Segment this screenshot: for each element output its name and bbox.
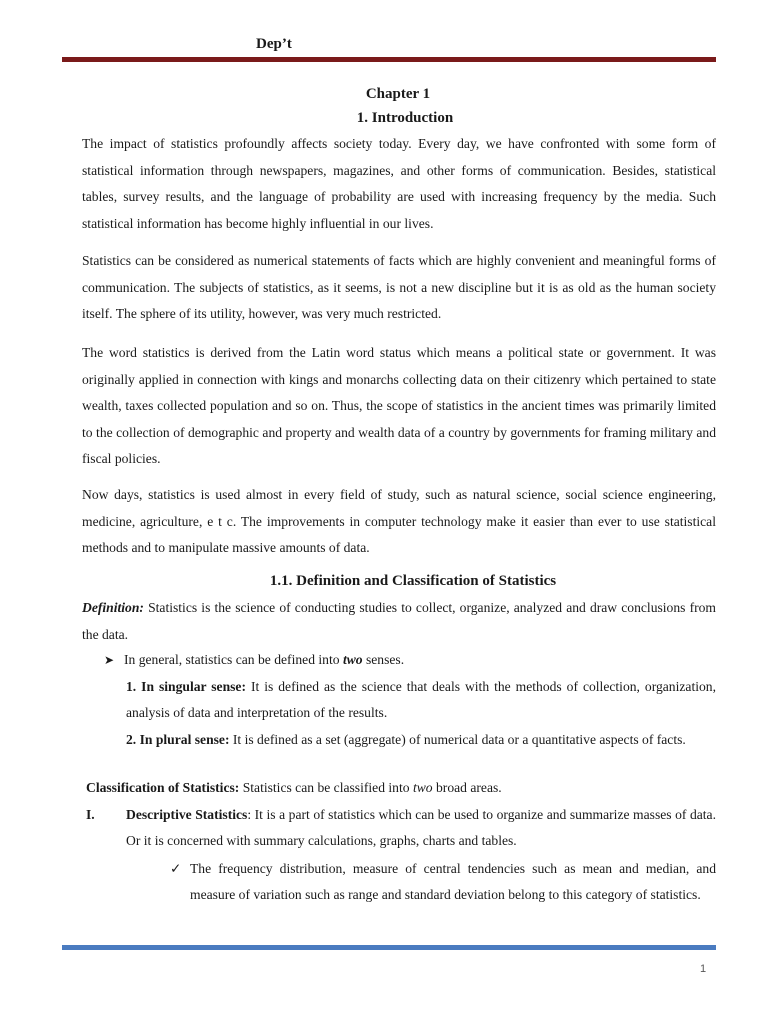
- bullet-suffix: senses.: [362, 652, 405, 667]
- bullet-emphasis: two: [342, 652, 363, 667]
- classification-label: Classification of Statistics:: [86, 780, 240, 795]
- definition-paragraph: [82, 595, 716, 648]
- descriptive-statistics-item: [86, 802, 716, 854]
- checkmark-icon: ✓: [170, 861, 182, 876]
- classification-suffix: broad areas.: [432, 780, 502, 795]
- paragraph-impact: The impact of statistics profoundly affects society today. Every day, we have confronted with some form of statistical information through newspapers, magazines, and other forms of communication. Besides, statistical tables, survey results, and the language of probability are used with increasing frequency by the media. Such statistical information has become highly influential in our lives.: [82, 136, 716, 231]
- definition-label: Definition:: [82, 600, 144, 615]
- classification-line: [86, 776, 502, 800]
- bullet-prefix: In general, statistics can be defined into: [124, 652, 343, 667]
- classification-prefix: Statistics can be classified into: [239, 780, 413, 795]
- page-number: 1: [700, 963, 707, 975]
- paragraph-word-origin: The word statistics is derived from the Latin word status which means a political state or government. It was originally applied in connection with kings and monarchs collecting data on their citizenry which pertained to state wealth, taxes collected population and so on. Thus, the scope of statistics in the ancient times was primarily limited to the collection of demographic and property and wealth data of a country by governments for framing military and fiscal policies.: [82, 345, 716, 466]
- header-divider: [62, 57, 716, 62]
- paragraph-numerical-statements: Statistics can be considered as numerical statements of facts which are highly convenient and meaningful forms of communication. The subjects of statistics, as it seems, is not a new discipline but it is as old as the human society itself. The sphere of its utility, however, was very much restricted.: [82, 253, 716, 321]
- footer-divider: [62, 945, 716, 950]
- chapter-label: Chapter 1: [365, 86, 431, 102]
- plural-sense-item: [126, 727, 716, 753]
- descriptive-statistics-text: : It is a part of statistics which can be used to organize and summarize masses of data. Or it is concerned with summary calculations, graphs, charts and tables.: [126, 807, 716, 848]
- definition-text: Statistics is the science of conducting studies to collect, organize, analyzed and draw conclusions from the data.: [82, 600, 716, 642]
- plural-sense-label: 2. In plural sense:: [126, 732, 230, 747]
- check-item: [170, 856, 716, 908]
- section-heading: 1.1. Definition and Classification of Statistics: [269, 573, 557, 589]
- item-number: I.: [86, 807, 95, 822]
- plural-sense-text: It is defined as a set (aggregate) of numerical data or a quantitative aspects of facts.: [229, 732, 686, 747]
- singular-sense-label: 1. In singular sense:: [126, 679, 246, 694]
- paragraph-modern-use: Now days, statistics is used almost in every field of study, such as natural science, social science engineering, medicine, agriculture, e t c. The improvements in computer technology make it easier than ever to use statistical methods and to manipulate massive amounts of data.: [82, 487, 716, 555]
- descriptive-statistics-label: Descriptive Statistics: [126, 807, 248, 822]
- check-item-text: The frequency distribution, measure of central tendencies such as mean and median, and measure of variation such as range and standard deviation belong to this category of statistics.: [190, 861, 716, 902]
- introduction-heading: 1. Introduction: [356, 110, 454, 126]
- singular-sense-text: It is defined as the science that deals with the methods of collection, organization, analysis of data and interpretation of the results.: [126, 679, 716, 720]
- singular-sense-item: [126, 674, 716, 725]
- arrow-bullet-icon: ➤: [104, 653, 115, 667]
- senses-bullet: [104, 648, 404, 672]
- running-header: Dep’t: [256, 36, 292, 52]
- classification-emphasis: two: [412, 780, 433, 795]
